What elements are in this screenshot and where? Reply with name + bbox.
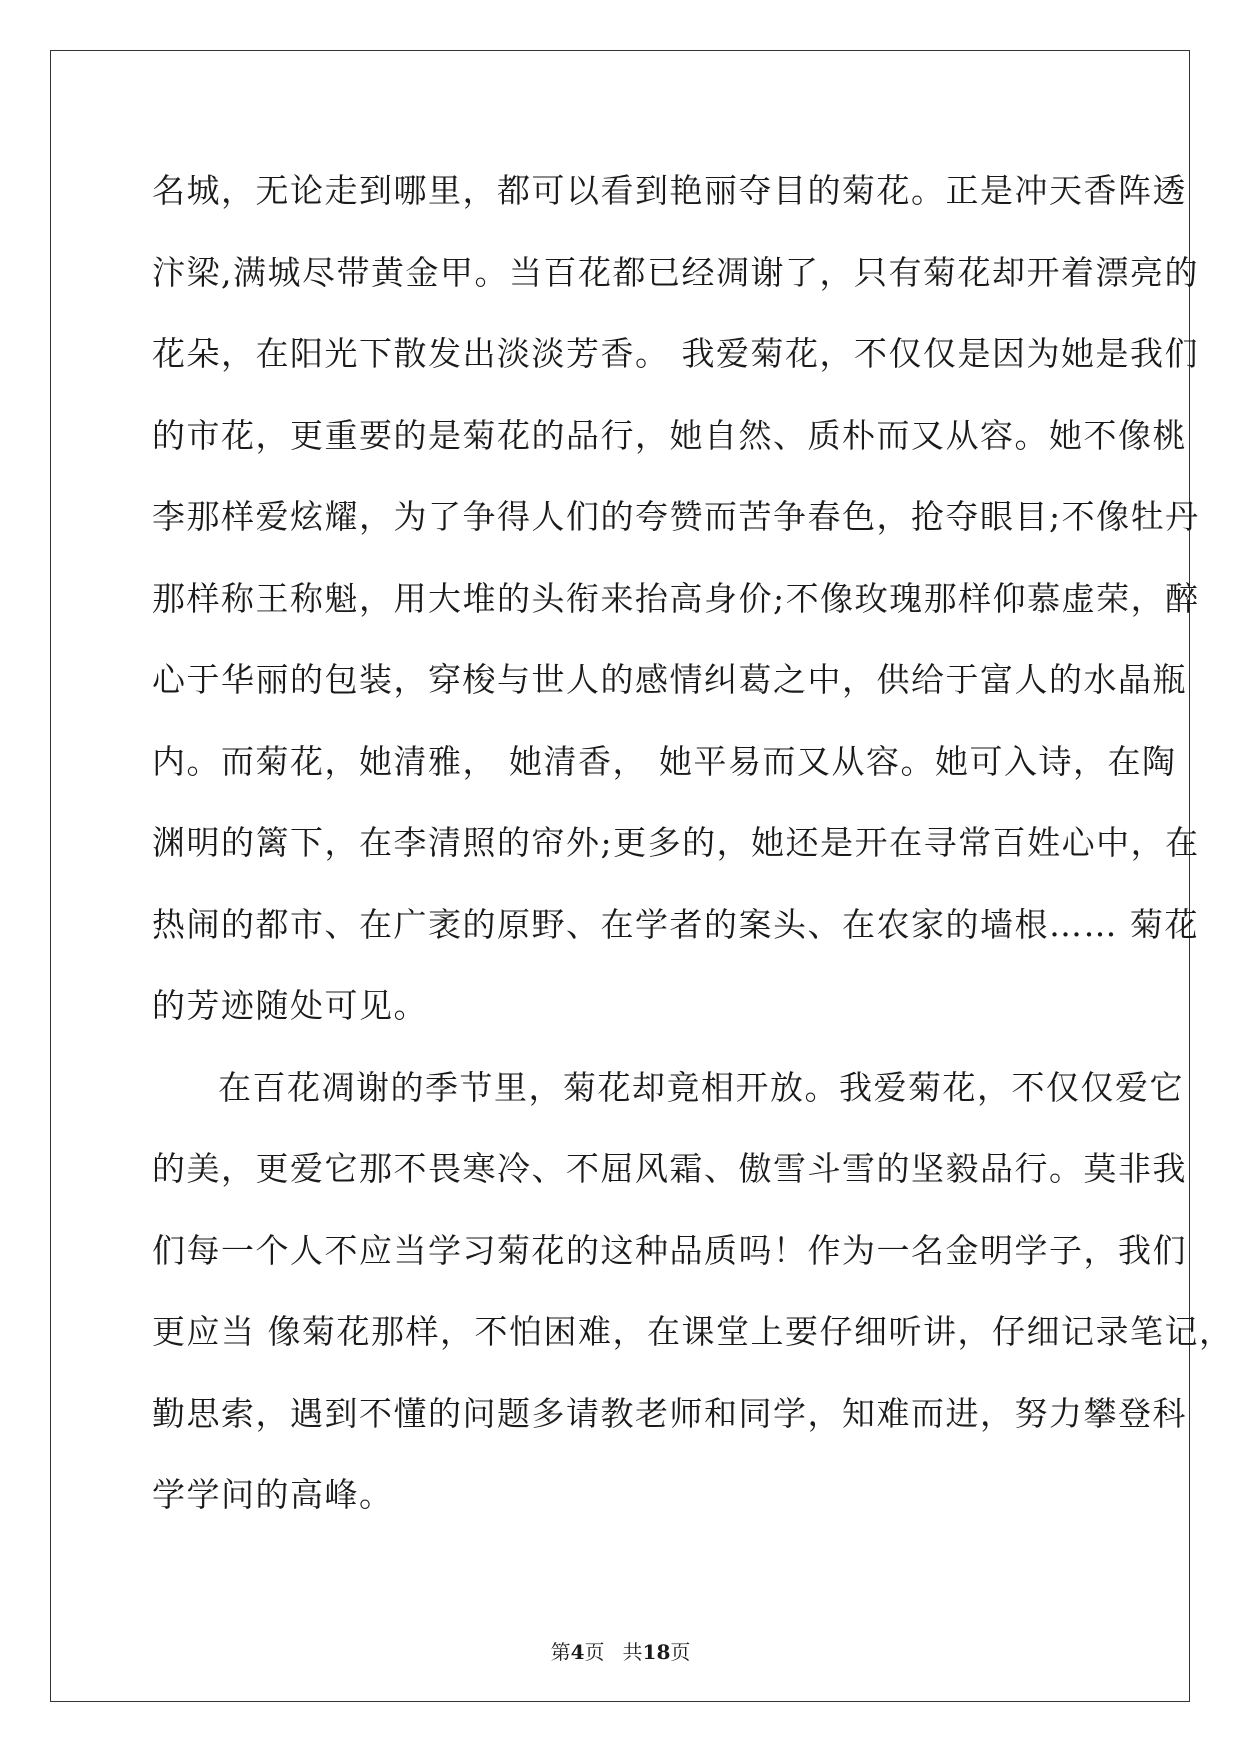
text-line: 汴梁,满城尽带黄金甲。当百花都已经凋谢了，只有菊花却开着漂亮的: [152, 252, 1199, 292]
text-line: 们每一个人不应当学习菊花的这种品质吗！作为一名金明学子，我们: [152, 1230, 1187, 1270]
page-prefix: 第: [550, 1640, 571, 1664]
text-line: 渊明的篱下，在李清照的帘外;更多的，她还是开在寻常百姓心中，在: [152, 823, 1200, 862]
total-pages: 18: [642, 1640, 671, 1664]
text-line: 内。而菊花，她清雅， 她清香， 她平易而又从容。她可入诗，在陶: [152, 741, 1177, 781]
page-footer: [0, 1640, 1241, 1664]
text-line: 名城，无论走到哪里，都可以看到艳丽夺目的菊花。正是冲天香阵透: [152, 171, 1187, 210]
paragraph-first-line: 在百花凋谢的季节里，菊花却竟相开放。我爱菊花，不仅仅爱它: [218, 1067, 1184, 1107]
text-line: 更应当 像菊花那样，不怕困难，在课堂上要仔细听讲，仔细记录笔记，: [152, 1312, 1234, 1351]
total-suffix: 页: [670, 1640, 691, 1664]
text-line: 勤思索，遇到不懂的问题多请教老师和同学，知难而进，努力攀登科: [152, 1393, 1187, 1433]
page-suffix: 页: [584, 1640, 605, 1664]
document-body: [152, 165, 1234, 1551]
text-line: 李那样爱炫耀，为了争得人们的夸赞而苦争春色，抢夺眼目;不像牡丹: [152, 497, 1200, 536]
text-line: 学学问的高峰。: [152, 1475, 394, 1514]
text-line: 那样称王称魁，用大堆的头衔来抬高身价;不像玫瑰那样仰慕虚荣，醉: [152, 578, 1200, 618]
text-line: 的美，更爱它那不畏寒冷、不屈风霜、傲雪斗雪的坚毅品行。莫非我: [152, 1149, 1187, 1188]
text-line: 热闹的都市、在广袤的原野、在学者的案头、在农家的墙根…… 菊花: [152, 904, 1199, 944]
page-number: 4: [570, 1640, 585, 1664]
text-line: 花朵，在阳光下散发出淡淡芳香。 我爱菊花，不仅仅是因为她是我们: [152, 334, 1199, 373]
text-line: 的市花，更重要的是菊花的品行，她自然、质朴而又从容。她不像桃: [152, 415, 1187, 455]
text-line: 心于华丽的包装，穿梭与世人的感情纠葛之中，供给于富人的水晶瓶: [152, 660, 1187, 699]
text-line: 的芳迹随处可见。: [152, 986, 428, 1025]
total-prefix: 共: [622, 1640, 643, 1664]
